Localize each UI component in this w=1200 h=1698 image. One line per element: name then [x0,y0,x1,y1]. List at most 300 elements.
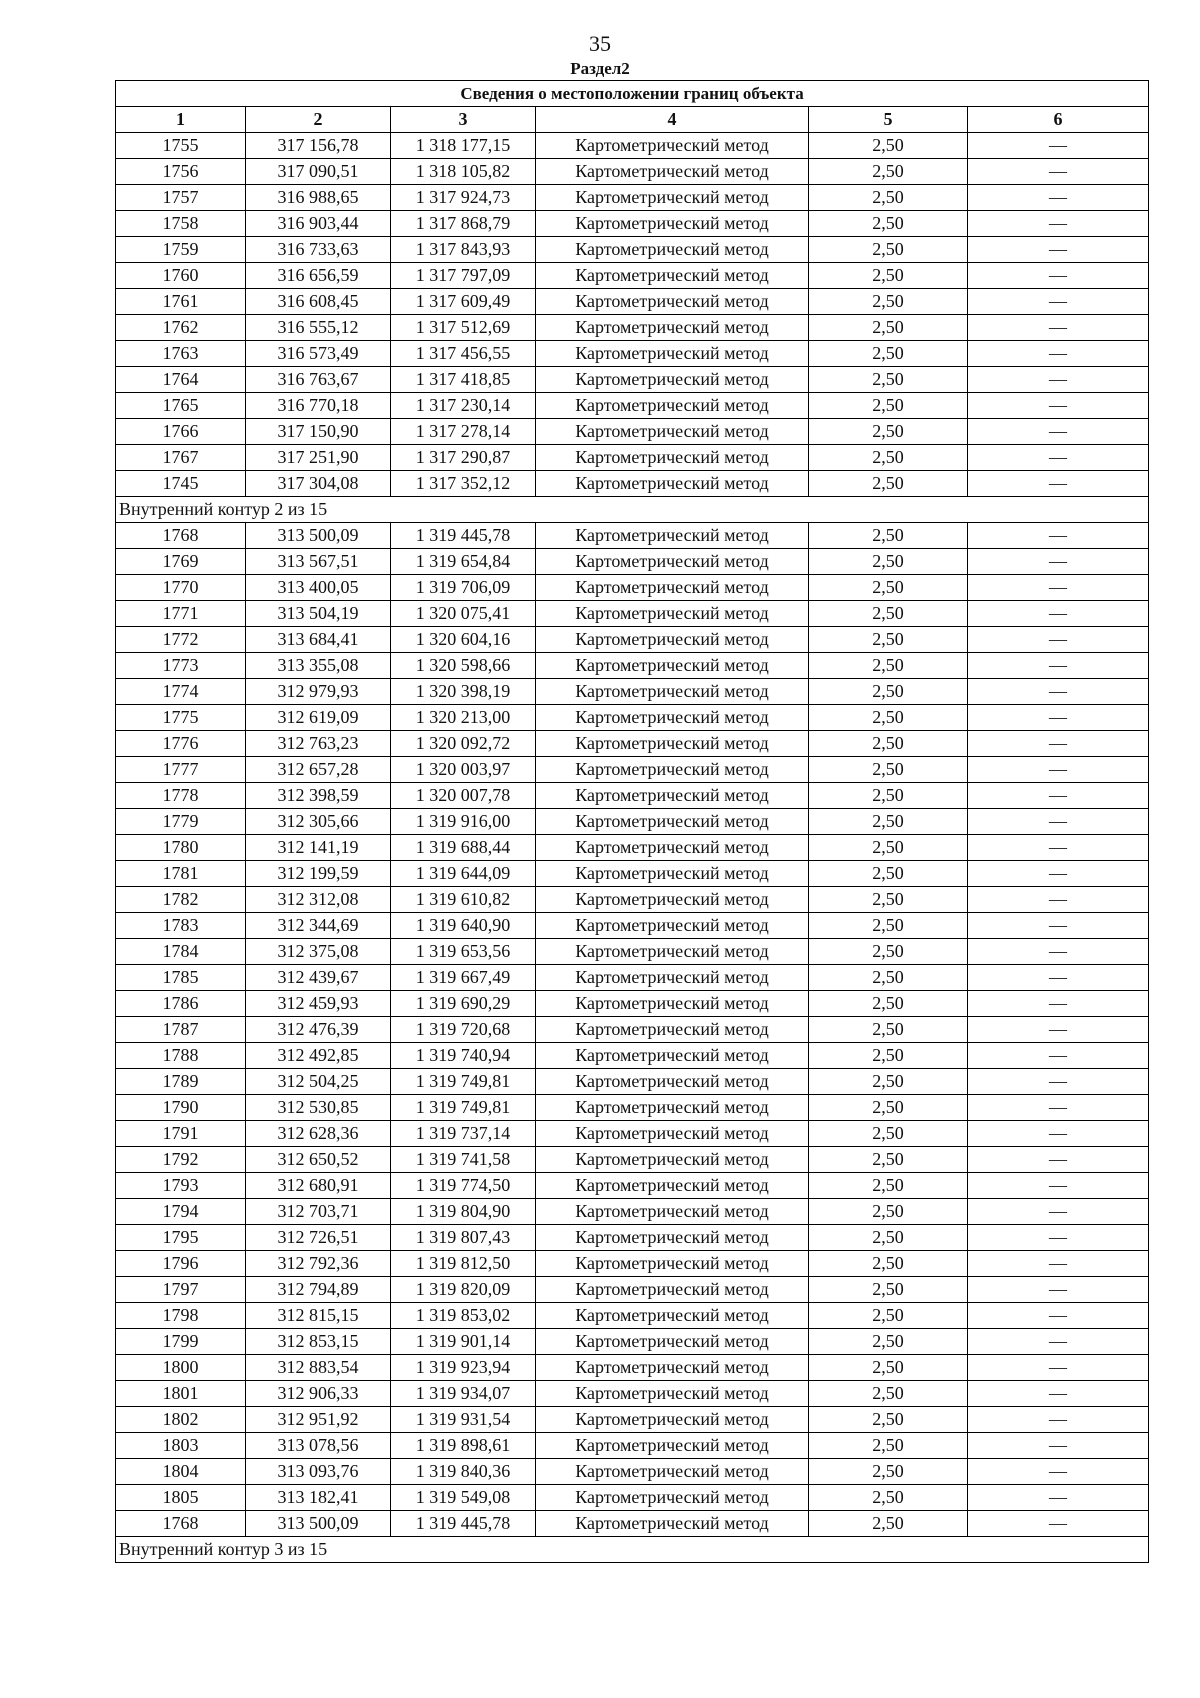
note-cell: — [968,809,1149,835]
method-cell: Картометрический метод [536,1043,809,1069]
y-coordinate-cell: 1 319 445,78 [391,1511,536,1537]
x-coordinate-cell: 312 792,36 [246,1251,391,1277]
point-number-cell: 1745 [116,471,246,497]
y-coordinate-cell: 1 319 706,09 [391,575,536,601]
note-cell: — [968,627,1149,653]
x-coordinate-cell: 312 312,08 [246,887,391,913]
x-coordinate-cell: 316 733,63 [246,237,391,263]
point-number-cell: 1779 [116,809,246,835]
method-cell: Картометрический метод [536,1459,809,1485]
accuracy-cell: 2,50 [809,133,968,159]
y-coordinate-cell: 1 317 797,09 [391,263,536,289]
accuracy-cell: 2,50 [809,1433,968,1459]
y-coordinate-cell: 1 319 667,49 [391,965,536,991]
method-cell: Картометрический метод [536,653,809,679]
table-row [116,1459,1149,1485]
x-coordinate-cell: 312 883,54 [246,1355,391,1381]
note-cell: — [968,861,1149,887]
note-cell: — [968,1407,1149,1433]
point-number-cell: 1786 [116,991,246,1017]
x-coordinate-cell: 312 305,66 [246,809,391,835]
table-row [116,1199,1149,1225]
method-cell: Картометрический метод [536,1511,809,1537]
method-cell: Картометрический метод [536,185,809,211]
accuracy-cell: 2,50 [809,1459,968,1485]
y-coordinate-cell: 1 320 398,19 [391,679,536,705]
method-cell: Картометрический метод [536,1329,809,1355]
table-row [116,1121,1149,1147]
x-coordinate-cell: 312 657,28 [246,757,391,783]
point-number-cell: 1805 [116,1485,246,1511]
method-cell: Картометрический метод [536,315,809,341]
note-cell: — [968,965,1149,991]
accuracy-cell: 2,50 [809,1511,968,1537]
note-cell: — [968,211,1149,237]
y-coordinate-cell: 1 319 820,09 [391,1277,536,1303]
accuracy-cell: 2,50 [809,1069,968,1095]
y-coordinate-cell: 1 319 549,08 [391,1485,536,1511]
contour-header-row [116,1537,1149,1563]
accuracy-cell: 2,50 [809,887,968,913]
y-coordinate-cell: 1 319 737,14 [391,1121,536,1147]
y-coordinate-cell: 1 319 653,56 [391,939,536,965]
note-cell: — [968,1043,1149,1069]
method-cell: Картометрический метод [536,627,809,653]
point-number-cell: 1797 [116,1277,246,1303]
y-coordinate-cell: 1 319 840,36 [391,1459,536,1485]
accuracy-cell: 2,50 [809,1381,968,1407]
accuracy-cell: 2,50 [809,835,968,861]
y-coordinate-cell: 1 319 901,14 [391,1329,536,1355]
table-row [116,1017,1149,1043]
x-coordinate-cell: 312 979,93 [246,679,391,705]
note-cell: — [968,679,1149,705]
y-coordinate-cell: 1 317 843,93 [391,237,536,263]
note-cell: — [968,185,1149,211]
accuracy-cell: 2,50 [809,861,968,887]
x-coordinate-cell: 316 988,65 [246,185,391,211]
accuracy-cell: 2,50 [809,1407,968,1433]
accuracy-cell: 2,50 [809,185,968,211]
method-cell: Картометрический метод [536,393,809,419]
x-coordinate-cell: 312 504,25 [246,1069,391,1095]
x-coordinate-cell: 317 150,90 [246,419,391,445]
table-row [116,1147,1149,1173]
table-row [116,1043,1149,1069]
method-cell: Картометрический метод [536,575,809,601]
accuracy-cell: 2,50 [809,1173,968,1199]
table-row [116,1381,1149,1407]
table-caption: Сведения о местоположении границ объекта [116,81,1149,107]
method-cell: Картометрический метод [536,965,809,991]
accuracy-cell: 2,50 [809,471,968,497]
accuracy-cell: 2,50 [809,601,968,627]
method-cell: Картометрический метод [536,887,809,913]
point-number-cell: 1777 [116,757,246,783]
table-row [116,185,1149,211]
point-number-cell: 1763 [116,341,246,367]
method-cell: Картометрический метод [536,549,809,575]
table-row [116,1355,1149,1381]
table-row [116,367,1149,393]
accuracy-cell: 2,50 [809,783,968,809]
note-cell: — [968,757,1149,783]
method-cell: Картометрический метод [536,159,809,185]
method-cell: Картометрический метод [536,913,809,939]
accuracy-cell: 2,50 [809,1485,968,1511]
note-cell: — [968,419,1149,445]
note-cell: — [968,263,1149,289]
y-coordinate-cell: 1 317 278,14 [391,419,536,445]
table-row [116,289,1149,315]
table-row [116,1277,1149,1303]
method-cell: Картометрический метод [536,523,809,549]
method-cell: Картометрический метод [536,1069,809,1095]
point-number-cell: 1791 [116,1121,246,1147]
method-cell: Картометрический метод [536,939,809,965]
x-coordinate-cell: 316 763,67 [246,367,391,393]
point-number-cell: 1798 [116,1303,246,1329]
table-row [116,991,1149,1017]
point-number-cell: 1792 [116,1147,246,1173]
table-row [116,1329,1149,1355]
accuracy-cell: 2,50 [809,705,968,731]
y-coordinate-cell: 1 319 749,81 [391,1069,536,1095]
y-coordinate-cell: 1 319 740,94 [391,1043,536,1069]
point-number-cell: 1776 [116,731,246,757]
point-number-cell: 1758 [116,211,246,237]
method-cell: Картометрический метод [536,1017,809,1043]
y-coordinate-cell: 1 319 934,07 [391,1381,536,1407]
note-cell: — [968,1485,1149,1511]
y-coordinate-cell: 1 318 105,82 [391,159,536,185]
table-row [116,1433,1149,1459]
accuracy-cell: 2,50 [809,1355,968,1381]
x-coordinate-cell: 312 530,85 [246,1095,391,1121]
x-coordinate-cell: 313 093,76 [246,1459,391,1485]
note-cell: — [968,575,1149,601]
y-coordinate-cell: 1 319 931,54 [391,1407,536,1433]
point-number-cell: 1764 [116,367,246,393]
table-row [116,1511,1149,1537]
note-cell: — [968,731,1149,757]
point-number-cell: 1767 [116,445,246,471]
point-number-cell: 1787 [116,1017,246,1043]
x-coordinate-cell: 317 156,78 [246,133,391,159]
x-coordinate-cell: 313 504,19 [246,601,391,627]
y-coordinate-cell: 1 319 690,29 [391,991,536,1017]
note-cell: — [968,1303,1149,1329]
point-number-cell: 1768 [116,523,246,549]
accuracy-cell: 2,50 [809,1251,968,1277]
method-cell: Картометрический метод [536,1485,809,1511]
y-coordinate-cell: 1 320 003,97 [391,757,536,783]
method-cell: Картометрический метод [536,601,809,627]
table-row [116,835,1149,861]
accuracy-cell: 2,50 [809,393,968,419]
accuracy-cell: 2,50 [809,731,968,757]
x-coordinate-cell: 313 500,09 [246,1511,391,1537]
note-cell: — [968,1095,1149,1121]
table-row [116,627,1149,653]
accuracy-cell: 2,50 [809,159,968,185]
y-coordinate-cell: 1 317 924,73 [391,185,536,211]
y-coordinate-cell: 1 319 688,44 [391,835,536,861]
point-number-cell: 1770 [116,575,246,601]
table-row [116,315,1149,341]
note-cell: — [968,705,1149,731]
y-coordinate-cell: 1 319 916,00 [391,809,536,835]
x-coordinate-cell: 312 439,67 [246,965,391,991]
point-number-cell: 1782 [116,887,246,913]
accuracy-cell: 2,50 [809,419,968,445]
x-coordinate-cell: 312 199,59 [246,861,391,887]
table-row [116,965,1149,991]
table-row [116,523,1149,549]
point-number-cell: 1778 [116,783,246,809]
y-coordinate-cell: 1 317 290,87 [391,445,536,471]
column-number: 2 [246,107,391,133]
accuracy-cell: 2,50 [809,1043,968,1069]
point-number-cell: 1769 [116,549,246,575]
x-coordinate-cell: 312 398,59 [246,783,391,809]
note-cell: — [968,601,1149,627]
note-cell: — [968,315,1149,341]
table-row [116,731,1149,757]
method-cell: Картометрический метод [536,263,809,289]
accuracy-cell: 2,50 [809,1277,968,1303]
y-coordinate-cell: 1 320 213,00 [391,705,536,731]
y-coordinate-cell: 1 319 749,81 [391,1095,536,1121]
table-row [116,757,1149,783]
method-cell: Картометрический метод [536,1303,809,1329]
x-coordinate-cell: 312 853,15 [246,1329,391,1355]
method-cell: Картометрический метод [536,991,809,1017]
method-cell: Картометрический метод [536,1277,809,1303]
note-cell: — [968,913,1149,939]
table-row [116,1407,1149,1433]
method-cell: Картометрический метод [536,237,809,263]
note-cell: — [968,1459,1149,1485]
accuracy-cell: 2,50 [809,367,968,393]
point-number-cell: 1768 [116,1511,246,1537]
method-cell: Картометрический метод [536,471,809,497]
table-row [116,653,1149,679]
table-row [116,705,1149,731]
x-coordinate-cell: 312 628,36 [246,1121,391,1147]
x-coordinate-cell: 313 500,09 [246,523,391,549]
method-cell: Картометрический метод [536,289,809,315]
note-cell: — [968,1277,1149,1303]
table-row [116,1173,1149,1199]
y-coordinate-cell: 1 317 230,14 [391,393,536,419]
table-row [116,1251,1149,1277]
point-number-cell: 1760 [116,263,246,289]
column-number: 6 [968,107,1149,133]
point-number-cell: 1761 [116,289,246,315]
method-cell: Картометрический метод [536,731,809,757]
accuracy-cell: 2,50 [809,653,968,679]
note-cell: — [968,783,1149,809]
point-number-cell: 1802 [116,1407,246,1433]
x-coordinate-cell: 312 726,51 [246,1225,391,1251]
x-coordinate-cell: 312 815,15 [246,1303,391,1329]
point-number-cell: 1765 [116,393,246,419]
y-coordinate-cell: 1 320 598,66 [391,653,536,679]
method-cell: Картометрический метод [536,367,809,393]
table-row [116,471,1149,497]
point-number-cell: 1772 [116,627,246,653]
x-coordinate-cell: 312 680,91 [246,1173,391,1199]
x-coordinate-cell: 313 078,56 [246,1433,391,1459]
x-coordinate-cell: 316 573,49 [246,341,391,367]
note-cell: — [968,991,1149,1017]
note-cell: — [968,445,1149,471]
point-number-cell: 1800 [116,1355,246,1381]
point-number-cell: 1799 [116,1329,246,1355]
table-row [116,913,1149,939]
table-row [116,419,1149,445]
table-row [116,939,1149,965]
note-cell: — [968,133,1149,159]
point-number-cell: 1774 [116,679,246,705]
accuracy-cell: 2,50 [809,757,968,783]
y-coordinate-cell: 1 319 807,43 [391,1225,536,1251]
x-coordinate-cell: 317 251,90 [246,445,391,471]
y-coordinate-cell: 1 319 640,90 [391,913,536,939]
note-cell: — [968,1121,1149,1147]
table-row [116,211,1149,237]
page-number: 35 [589,31,611,56]
point-number-cell: 1784 [116,939,246,965]
table-row [116,1069,1149,1095]
y-coordinate-cell: 1 320 092,72 [391,731,536,757]
point-number-cell: 1762 [116,315,246,341]
table-row [116,601,1149,627]
table-row [116,445,1149,471]
x-coordinate-cell: 317 090,51 [246,159,391,185]
y-coordinate-cell: 1 319 812,50 [391,1251,536,1277]
x-coordinate-cell: 312 619,09 [246,705,391,731]
section-title: Раздел2 [570,59,630,78]
y-coordinate-cell: 1 319 804,90 [391,1199,536,1225]
method-cell: Картометрический метод [536,1433,809,1459]
method-cell: Картометрический метод [536,757,809,783]
accuracy-cell: 2,50 [809,445,968,471]
table-row [116,393,1149,419]
y-coordinate-cell: 1 318 177,15 [391,133,536,159]
note-cell: — [968,939,1149,965]
table-row [116,133,1149,159]
method-cell: Картометрический метод [536,1355,809,1381]
x-coordinate-cell: 316 555,12 [246,315,391,341]
note-cell: — [968,471,1149,497]
method-cell: Картометрический метод [536,1381,809,1407]
table-row [116,809,1149,835]
point-number-cell: 1793 [116,1173,246,1199]
accuracy-cell: 2,50 [809,575,968,601]
note-cell: — [968,1251,1149,1277]
x-coordinate-cell: 312 650,52 [246,1147,391,1173]
point-number-cell: 1759 [116,237,246,263]
point-number-cell: 1785 [116,965,246,991]
y-coordinate-cell: 1 317 418,85 [391,367,536,393]
method-cell: Картометрический метод [536,1095,809,1121]
accuracy-cell: 2,50 [809,1199,968,1225]
note-cell: — [968,887,1149,913]
table-row [116,861,1149,887]
x-coordinate-cell: 317 304,08 [246,471,391,497]
accuracy-cell: 2,50 [809,263,968,289]
boundary-coordinates-table [115,80,1149,1563]
point-number-cell: 1756 [116,159,246,185]
point-number-cell: 1783 [116,913,246,939]
method-cell: Картометрический метод [536,445,809,471]
y-coordinate-cell: 1 319 445,78 [391,523,536,549]
point-number-cell: 1803 [116,1433,246,1459]
y-coordinate-cell: 1 319 654,84 [391,549,536,575]
column-number: 4 [536,107,809,133]
y-coordinate-cell: 1 319 774,50 [391,1173,536,1199]
x-coordinate-cell: 312 951,92 [246,1407,391,1433]
table-row [116,1303,1149,1329]
accuracy-cell: 2,50 [809,341,968,367]
point-number-cell: 1773 [116,653,246,679]
x-coordinate-cell: 316 656,59 [246,263,391,289]
accuracy-cell: 2,50 [809,913,968,939]
method-cell: Картометрический метод [536,679,809,705]
y-coordinate-cell: 1 319 741,58 [391,1147,536,1173]
y-coordinate-cell: 1 317 352,12 [391,471,536,497]
table-row [116,887,1149,913]
contour-label: Внутренний контур 3 из 15 [116,1537,1149,1563]
note-cell: — [968,367,1149,393]
y-coordinate-cell: 1 320 007,78 [391,783,536,809]
accuracy-cell: 2,50 [809,315,968,341]
accuracy-cell: 2,50 [809,289,968,315]
method-cell: Картометрический метод [536,1251,809,1277]
note-cell: — [968,393,1149,419]
note-cell: — [968,1329,1149,1355]
contour-label: Внутренний контур 2 из 15 [116,497,1149,523]
x-coordinate-cell: 313 355,08 [246,653,391,679]
method-cell: Картометрический метод [536,1199,809,1225]
x-coordinate-cell: 313 182,41 [246,1485,391,1511]
y-coordinate-cell: 1 319 898,61 [391,1433,536,1459]
method-cell: Картометрический метод [536,1121,809,1147]
x-coordinate-cell: 313 567,51 [246,549,391,575]
y-coordinate-cell: 1 317 456,55 [391,341,536,367]
table-body [116,133,1149,1563]
column-number: 5 [809,107,968,133]
point-number-cell: 1790 [116,1095,246,1121]
note-cell: — [968,1147,1149,1173]
method-cell: Картометрический метод [536,419,809,445]
table-row [116,783,1149,809]
table-row [116,341,1149,367]
y-coordinate-cell: 1 320 604,16 [391,627,536,653]
method-cell: Картометрический метод [536,1407,809,1433]
note-cell: — [968,1225,1149,1251]
point-number-cell: 1804 [116,1459,246,1485]
x-coordinate-cell: 313 684,41 [246,627,391,653]
note-cell: — [968,237,1149,263]
contour-header-row [116,497,1149,523]
x-coordinate-cell: 316 608,45 [246,289,391,315]
point-number-cell: 1788 [116,1043,246,1069]
method-cell: Картометрический метод [536,211,809,237]
x-coordinate-cell: 312 906,33 [246,1381,391,1407]
